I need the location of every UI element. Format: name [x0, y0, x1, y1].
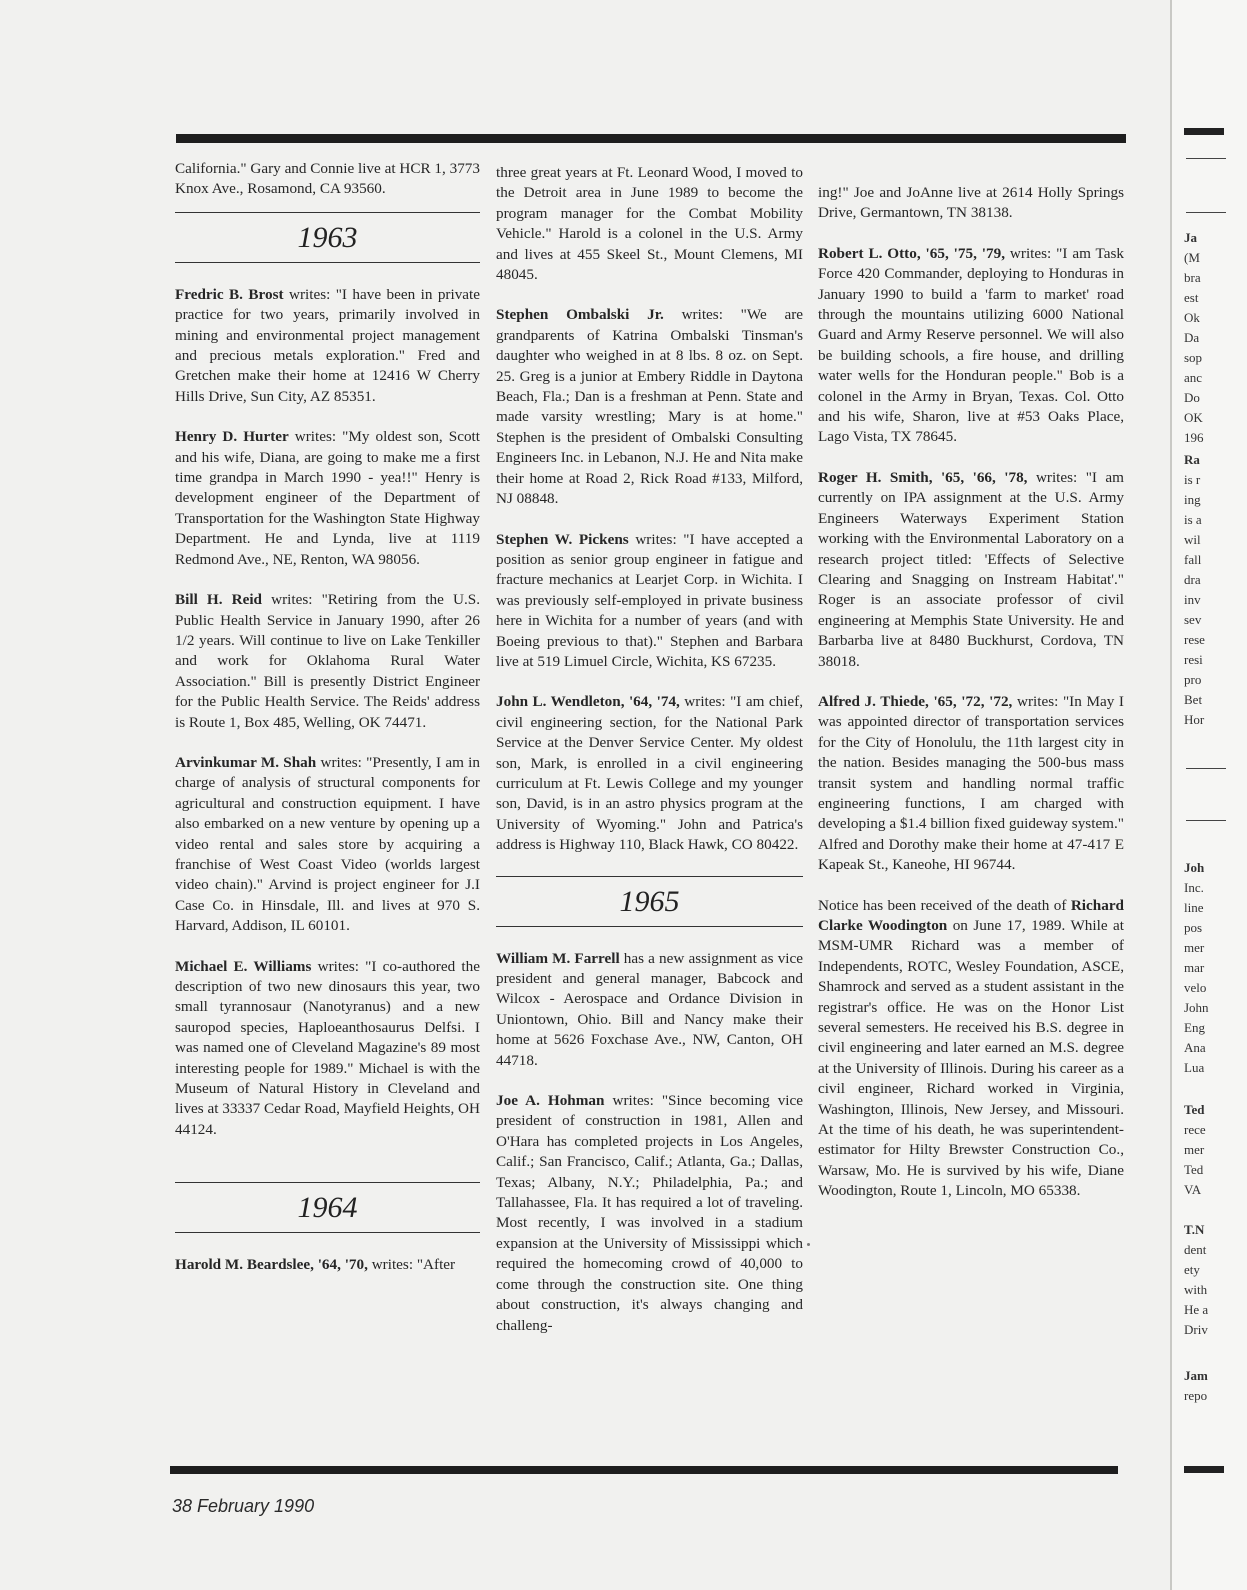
facing-page-fragment: (M: [1184, 250, 1200, 265]
facing-page-fragment: OK: [1184, 410, 1203, 425]
facing-page-fragment: John: [1184, 1000, 1209, 1015]
edge-divider: [1186, 158, 1226, 159]
facing-page-fragment: VA: [1184, 1182, 1202, 1197]
facing-page-fragment: Driv: [1184, 1322, 1208, 1337]
facing-page-fragment: rece: [1184, 1122, 1206, 1137]
alumnus-name: Richard Clarke Woodington: [818, 896, 1124, 934]
alumnus-name: Bill H. Reid: [175, 591, 263, 609]
alumnus-name: Robert L. Otto, '65, '75, '79,: [818, 244, 1005, 262]
entry-williams: [175, 957, 480, 1141]
facing-page-fragment: He a: [1184, 1302, 1209, 1317]
alumnus-name: Henry D. Hurter: [175, 428, 289, 446]
facing-page-fragment: Do: [1184, 390, 1200, 405]
alumnus-name: Fredric B. Brost: [175, 285, 284, 303]
entry-pickens: [496, 530, 803, 673]
edge-divider: [1186, 820, 1226, 821]
alumnus-name: Stephen Ombalski Jr.: [496, 306, 664, 324]
alumnus-name: Harold M. Beardslee, '64, '70,: [175, 1256, 368, 1274]
divider: [496, 926, 803, 927]
edge-rule: [1184, 1466, 1224, 1473]
facing-page-fragment: Ted: [1184, 1162, 1204, 1177]
entry-text: writes: "I co-authored the description of two new dinosaurs this year, two small tyrannosaur (Nanotyranus) and a new sauropod species, Haploeanthosaurus Delfsi. I was named one of Cleveland Magazine's 89 most interesting people for 1989." Michael is with the Museum of Natural History in Cleveland and lives at 33337 Cedar Road, Mayfield Heights, OH 44124.: [175, 957, 480, 1138]
entry-text: writes: "I am chief, civil engineering section, for the National Park Service at the Denver Service Center. My oldest son, Mark, is enrolled in a civil engineering curriculum at Ft. Lewis College and my younger son, David, is in an astro physics program at the University of Wyoming." John and Patrica's address is Highway 110, Black Hawk, CO 80422.: [496, 693, 803, 854]
facing-page-fragment: 196: [1184, 430, 1204, 445]
page-footer: 38 February 1990: [172, 1496, 315, 1516]
entry-text: writes: "I am Task Force 420 Commander, deploying to Honduras in January 1990 to build a 'farm to market' road through the mountains utilizing 6000 National Guard and Army Reserve personnel. We will also be building schools, a fire house, and drilling water wells for the Honduran people." Bob is a colonel in the Army in Bryan, Texas. Col. Otto and his wife, Sharon, live at #53 Oaks Place, Lago Vista, TX 78645.: [818, 244, 1124, 446]
entry-text: writes: "My oldest son, Scott and his wife, Diana, are going to make me a first time grandpa in March 1990 - yea!!" Henry is development engineer of the Department of Transportation for the Washington State Highway Department. He and Lynda, live at 1119 Redmond Ave., NE, Renton, WA 98056.: [175, 428, 480, 568]
facing-page-fragment: est: [1184, 290, 1199, 305]
top-rule: [176, 134, 1126, 143]
entry-otto: [818, 244, 1124, 448]
entry-brost: [175, 285, 480, 407]
year-label: 1964: [297, 1191, 358, 1225]
year-heading-1964: [175, 1182, 480, 1233]
facing-page-fragment: repo: [1184, 1388, 1208, 1403]
divider: [175, 1232, 480, 1233]
facing-page-fragment: pro: [1184, 672, 1202, 687]
facing-page-fragment: Ana: [1184, 1040, 1206, 1055]
alumnus-name: Alfred J. Thiede, '65, '72, '72,: [818, 692, 1013, 710]
facing-page-fragment: Joh: [1184, 860, 1205, 875]
facing-page-fragment: bra: [1184, 270, 1201, 285]
entry-woodington-obituary: [818, 896, 1124, 1202]
facing-page-fragment: Eng: [1184, 1020, 1205, 1035]
facing-page-fragment: Da: [1184, 330, 1200, 345]
bottom-rule: [170, 1466, 1118, 1474]
entry-text: writes: "I have been in private practice for two years, primarily involved in mining and environmental project management and precious metals exploration." Fred and Gretchen make their home at 12416 W Cherry Hills Drive, Sun City, AZ 85351.: [175, 285, 480, 405]
facing-page-fragment: mer: [1184, 1142, 1205, 1157]
entry-text: writes: "Retiring from the U.S. Public Health Service in January 1990, after 26 1/2 years. Will continue to live on Lake Tenkiller and work for Oklahoma Rural Water Association." Bill is presently District Engineer for the Public Health Service. The Reids' address is Route 1, Box 485, Welling, OK 74471.: [175, 591, 480, 731]
alumnus-name: Arvinkumar M. Shah: [175, 753, 317, 771]
entry-text: writes: "I am currently on IPA assignment at the U.S. Army Engineers Waterways Experiment Station working with the Environmental Laboratory on a research project titled: 'Effects of Selective Clearing and Snagging on Instream Habitat'." Roger is an associate professor of civil engineering at Memphis State University. He and Barbarba live at 8480 Buckhurst, Cordova, TN 38018.: [818, 468, 1124, 670]
alumnus-name: Joe A. Hohman: [496, 1092, 605, 1110]
facing-page-fragment: resi: [1184, 652, 1203, 667]
facing-page-fragment: Jam: [1184, 1368, 1208, 1383]
entry-text: Notice has been received of the death of: [818, 896, 1071, 914]
facing-page-fragment: Ted: [1184, 1102, 1205, 1117]
entry-text: has a new assignment as vice president and general manager, Babcock and Wilcox - Aerospace and Ordance Division in Uniontown, Ohio. Bill and Nancy make their home at 5626 Foxchase Ave., NW, Canton, OH 44718.: [496, 949, 803, 1069]
facing-page-fragment: Hor: [1184, 712, 1205, 727]
facing-page-fragment: anc: [1184, 370, 1203, 385]
paragraph-continuation: California." Gary and Connie live at HCR 1, 3773 Knox Ave., Rosamond, CA 93560.: [175, 160, 480, 198]
entry-ombalski: [496, 305, 803, 509]
alumnus-name: Stephen W. Pickens: [496, 530, 629, 548]
entry-text: writes: "In May I was appointed director of transportation services for the City of Honolulu, the 11th largest city in the nation. Besides managing the 500-bus mass transit system and handling normal traffic engineering functions, I am charged with developing a $1.4 billion fixed guideway system." Alfred and Dorothy make their home at 47-417 E Kapeak St., Kaneohe, HI 96744.: [818, 692, 1124, 874]
edge-divider: [1186, 768, 1226, 769]
facing-page-fragment: mar: [1184, 960, 1205, 975]
facing-page-fragment: fall: [1184, 552, 1202, 567]
year-heading-1965: [496, 876, 803, 927]
alumnus-name: Roger H. Smith, '65, '66, '78,: [818, 468, 1028, 486]
entry-beardslee: [175, 1255, 480, 1275]
edge-divider: [1186, 212, 1226, 213]
facing-page-fragment: with: [1184, 1282, 1208, 1297]
entry-text: on June 17, 1989. While at MSM-UMR Richard was a member of Independents, ROTC, Wesley Foundation, ASCE, Shamrock and served as a student assistant in the registrar's office. He was on the Honor List several semesters. He received his B.S. degree in civil engineering and later earned an M.S. degree at the University of Illinois. During his career as a civil engineer, Richard worked in Virginia, Washington, Illinois, New Jersey, and Missouri. At the time of his death, he was superintendent-estimator for Hilty Brewster Construction Co., Warsaw, Mo. He is survived by his wife, Diane Woodington, Route 1, Lincoln, MO 65338.: [818, 917, 1124, 1200]
column-1: [175, 159, 480, 1296]
entry-hurter: [175, 427, 480, 570]
facing-page-fragment: line: [1184, 900, 1204, 915]
entry-smith: [818, 468, 1124, 672]
column-3: [818, 183, 1124, 1222]
facing-page-fragment: wil: [1184, 532, 1201, 547]
entry-hohman: [496, 1091, 803, 1336]
edge-rule: [1184, 128, 1224, 135]
alumnus-name: Michael E. Williams: [175, 957, 312, 975]
facing-page-fragment: ety: [1184, 1262, 1200, 1277]
facing-page-fragment: rese: [1184, 632, 1205, 647]
entry-text: writes: "Presently, I am in charge of analysis of structural components for agricultural and construction equipment. I have also embarked on a new venture by opening up a video rental and sales store by acquiring a franchise of West Coast Video (worlds largest video chain)." Arvind is project engineer for J.I Case Co. in Hinsdale, Ill. and lives at 970 S. Harvard, Addison, IL 60101.: [175, 753, 481, 935]
facing-page-fragment: is r: [1184, 472, 1201, 487]
divider: [175, 262, 480, 263]
facing-page-fragment: pos: [1184, 920, 1203, 935]
facing-page-fragment: velo: [1184, 980, 1207, 995]
year-label: 1963: [297, 220, 358, 254]
entry-text: writes: "I have accepted a position as senior group engineer in fatigue and fracture mechanics at Learjet Corp. in Wichita. I was previously self-employed in private business here in Wichita for a number of years (and with Boeing previous to that)." Stephen and Barbara live at 519 Limuel Circle, Wichita, KS 67235.: [496, 530, 803, 670]
year-heading-1963: [175, 212, 480, 263]
facing-page-fragment: T.N: [1184, 1222, 1205, 1237]
facing-page-fragment: Bet: [1184, 692, 1203, 707]
facing-page-fragment: sev: [1184, 612, 1202, 627]
entry-text: writes: "Since becoming vice president of construction in 1981, Allen and O'Hara has completed projects in Los Angeles, Calif.; San Francisco, Calif.; Atlanta, Ga.; Dallas, Texas; Albany, N.Y.; Philadelphia, Pa.; and Tallahassee, Fla. It has required a lot of traveling. Most recently, I was involved in a stadium expansion at the University of Mississippi which required the homecoming crowd of 40,000 to come through the construction site. One thing about construction, it's always changing and challeng-: [496, 1092, 803, 1334]
entry-shah: [175, 753, 480, 937]
alumnus-name: William M. Farrell: [496, 949, 620, 967]
facing-page-fragment: Lua: [1184, 1060, 1205, 1075]
print-speck: [807, 1243, 810, 1246]
paragraph-continuation: three great years at Ft. Leonard Wood, I moved to the Detroit area in June 1989 to become the program manager for the Combat Mobility Vehicle." Harold is a colonel in the U.S. Army and lives at 455 Skeel St., Mount Clemens, MI 48045.: [496, 164, 803, 284]
entry-text: writes: "We are grandparents of Katrina Ombalski Tinsman's daughter who weighed in at 8 lbs. 8 oz. on Sept. 25. Greg is a junior at Embery Riddle in Daytona Beach, Fla.; Dan is a freshman at Penn. State and made varsity wrestling; Mary is at home." Stephen is the president of Ombalski Consulting Engineers Inc. in Lebanon, N.J. He and Nita make their home at Road 2, Rick Road #133, Milford, NJ 08848.: [496, 306, 803, 508]
facing-page-fragment: inv: [1184, 592, 1201, 607]
entry-farrell: [496, 949, 803, 1071]
entry-wendleton: [496, 692, 803, 855]
paragraph-continuation: ing!" Joe and JoAnne live at 2614 Holly Springs Drive, Germantown, TN 38138.: [818, 184, 1124, 222]
entry-text: writes: "After: [367, 1256, 456, 1274]
column-2: [496, 163, 803, 1356]
facing-page-fragment: dent: [1184, 1242, 1207, 1257]
facing-page-edge: [1170, 0, 1247, 1590]
facing-page-fragment: Inc.: [1184, 880, 1204, 895]
entry-thiede: [818, 692, 1124, 876]
facing-page-fragment: Ja: [1184, 230, 1197, 245]
facing-page-fragment: dra: [1184, 572, 1201, 587]
facing-page-fragment: mer: [1184, 940, 1205, 955]
facing-page-fragment: sop: [1184, 350, 1203, 365]
year-label: 1965: [619, 884, 680, 918]
facing-page-fragment: ing: [1184, 492, 1201, 507]
facing-page-fragment: Ok: [1184, 310, 1200, 325]
facing-page-fragment: is a: [1184, 512, 1202, 527]
facing-page-fragment: Ra: [1184, 452, 1200, 467]
alumnus-name: John L. Wendleton, '64, '74,: [496, 693, 680, 711]
entry-reid: [175, 590, 480, 733]
